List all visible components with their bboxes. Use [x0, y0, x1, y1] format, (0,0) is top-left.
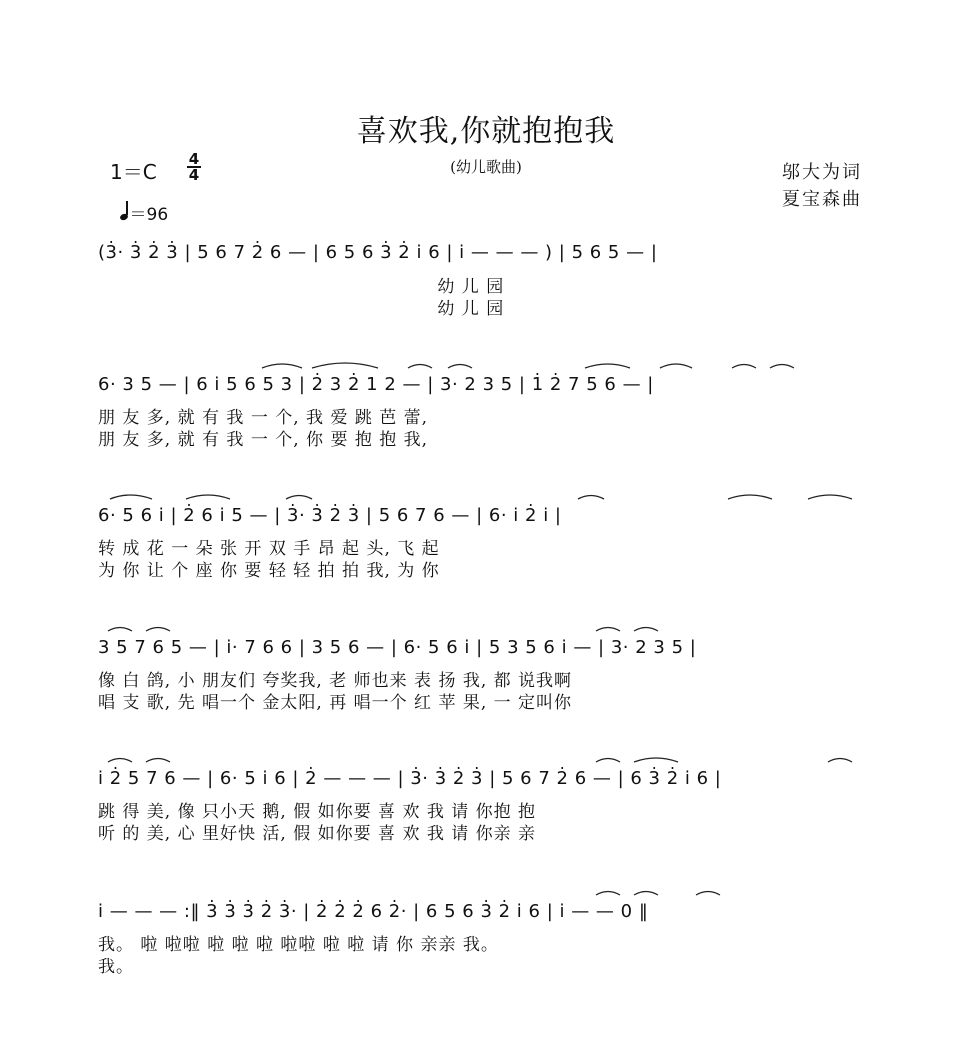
composer-credit: 夏宝森曲 [782, 189, 862, 210]
slur-arc [110, 495, 152, 499]
slur-arc [596, 892, 620, 896]
notation-line-2: 6· 3 5 — | 6 i̇ 5 6 5 3 | 2̇ 3 2̇ 1 2 — | 3· 2 3 5 | 1̇ 2̇ 7 5 6 — | [98, 374, 654, 395]
notation-line-6: i̇ — — — :‖ 3̇ 3̇ 3̇ 2̇ 3̇· | 2̇ 2̇ 2̇ 6 2̇· | 6 5 6 3̇ 2̇ i̇ 6 | i̇ — — 0 ‖ [98, 901, 649, 922]
lyric-verse-1: 朋 友 多, 就 有 我 一 个, 我 爱 跳 芭 蕾, [98, 408, 429, 428]
key-signature: 1＝C [110, 160, 157, 184]
slur-arc [634, 758, 678, 762]
slur-arc [660, 364, 692, 368]
notation-line-3: 6· 5 6 i̇ | 2̇ 6 i̇ 5 — | 3̇· 3̇ 2̇ 3̇ | 5 6 7 6 — | 6· i̇ 2̇ i̇ | [98, 505, 562, 526]
lyric-verse-2: 为 你 让 个 座 你 要 轻 轻 拍 拍 我, 为 你 [98, 561, 440, 581]
slur-arc [108, 759, 132, 763]
slur-arc [448, 365, 472, 369]
lyric-verse-1: 转 成 花 一 朵 张 开 双 手 昂 起 头, 飞 起 [98, 539, 440, 559]
time-signature-top: 4 [188, 150, 200, 168]
slur-arc [828, 759, 852, 763]
slur-arc [634, 892, 658, 896]
notation-line-5: i̇ 2̇ 5 7 6 — | 6· 5 i̇ 6 | 2̇ — — — | 3̇· 3̇ 2̇ 3̇ | 5 6 7 2̇ 6 — | 6 3̇ 2̇ i̇ 6 | [98, 768, 722, 789]
song-subtitle: (幼儿歌曲) [450, 158, 522, 176]
slur-arc [696, 892, 720, 896]
lyric-verse-2: 幼 儿 园 [98, 299, 505, 319]
slur-arc [108, 628, 132, 632]
lyric-verse-1: 像 白 鸽, 小 朋友们 夸奖我, 老 师也来 表 扬 我, 都 说我啊 [98, 671, 573, 691]
slur-arc [770, 365, 794, 369]
lyric-verse-2: 唱 支 歌, 先 唱一个 金太阳, 再 唱一个 红 苹 果, 一 定叫你 [98, 693, 573, 713]
slur-arc [728, 495, 772, 499]
slur-arc [585, 364, 630, 368]
slur-arc [808, 495, 852, 499]
lyric-verse-2: 我。 [98, 957, 134, 977]
notation-line-1: (3̇· 3̇ 2̇ 3̇ | 5 6 7 2̇ 6 — | 6 5 6 3̇ 2̇ i̇ 6 | i̇ — — — ) | 5 6 5 — | [98, 242, 658, 263]
slur-arc [312, 363, 378, 368]
slur-arc [286, 496, 312, 500]
lyric-verse-1: 幼 儿 园 [98, 277, 505, 297]
slur-arc [732, 365, 756, 369]
slur-arc [262, 364, 302, 368]
lyricist-credit: 邬大为词 [782, 162, 862, 183]
slur-arc [634, 628, 658, 632]
slur-arc [596, 628, 620, 632]
slur-arc [578, 496, 604, 500]
lyric-verse-2: 听 的 美, 心 里好快 活, 假 如你要 喜 欢 我 请 你亲 亲 [98, 824, 537, 844]
slur-arc [408, 365, 432, 369]
lyric-verse-1: 我。 啦 啦啦 啦 啦 啦 啦啦 啦 啦 请 你 亲亲 我。 [98, 935, 499, 955]
slur-arc [596, 759, 620, 763]
slur-arc [186, 495, 230, 499]
lyric-verse-2: 朋 友 多, 就 有 我 一 个, 你 要 抱 抱 我, [98, 430, 429, 450]
notation-line-4: 3 5 7 6 5 — | i̇· 7 6 6 | 3 5 6 — | 6· 5 6 i̇ | 5 3 5 6 i̇ — | 3· 2 3 5 | [98, 637, 697, 658]
slur-arc [146, 628, 170, 632]
tempo-value: ＝96 [129, 205, 169, 225]
slur-arc [146, 759, 170, 763]
lyric-verse-1: 跳 得 美, 像 只小天 鹅, 假 如你要 喜 欢 我 请 你抱 抱 [98, 802, 537, 822]
time-signature-bottom: 4 [188, 166, 200, 184]
song-title: 喜欢我,你就抱抱我 [356, 114, 616, 149]
